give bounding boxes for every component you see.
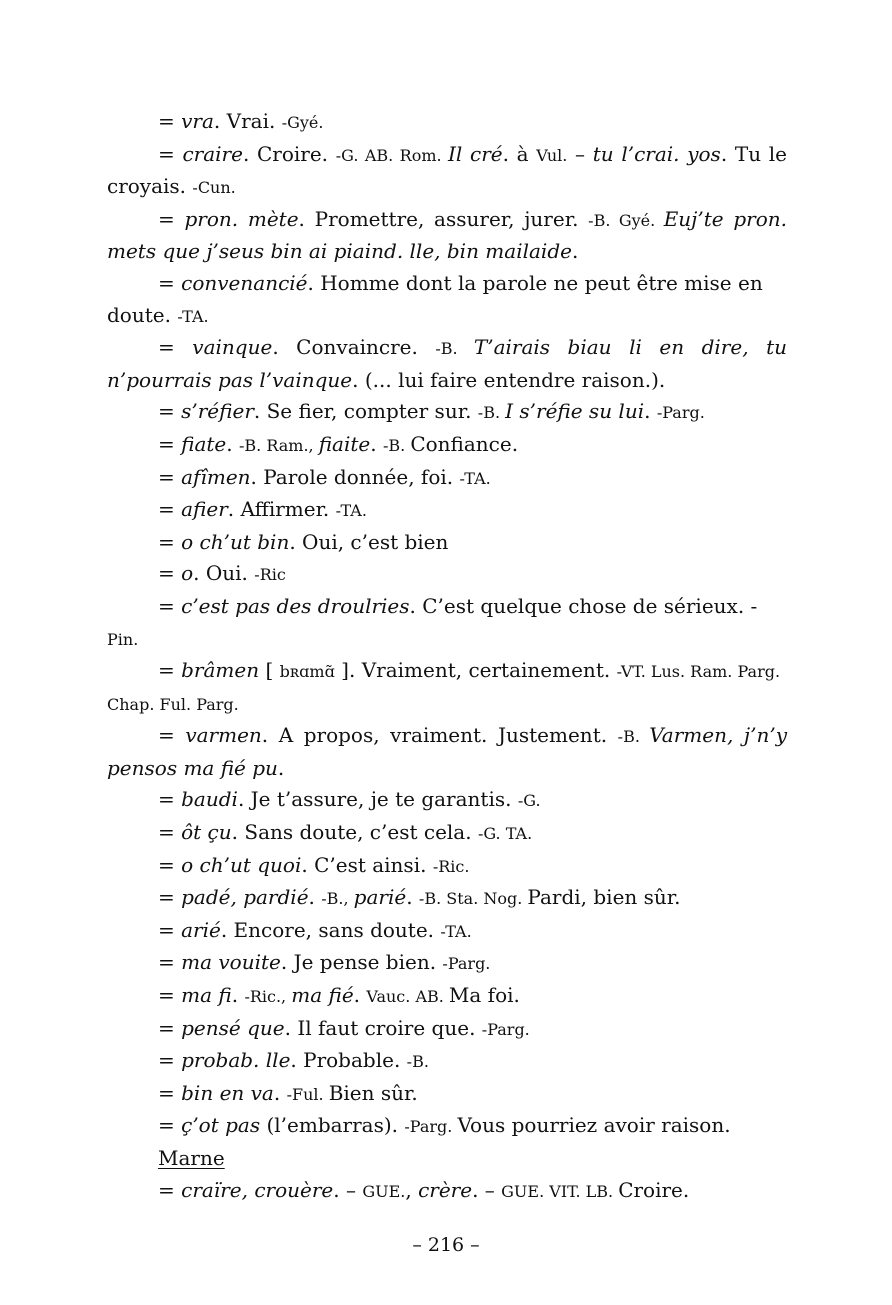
entry-text: . [226,431,239,456]
entry-text: . Se fier, compter sur. [253,399,478,424]
entry-text: . Croire. [242,141,336,166]
entry-text: . A propos, vraiment. Justement. [261,723,618,748]
dictionary-entry [107,1045,787,1078]
entry-text: – [567,141,593,166]
dialect-term: Euj’te pron. mets que j’seus bin ai piaind. lle, bin mailaide [107,206,787,264]
source-abbrev: -VT. Lus. Ram. Parg. Chap. Ful. Parg. [107,662,781,714]
source-abbrev: Pin. [107,629,139,649]
source-abbrev: -G. AB. Rom. [335,145,449,165]
entry-text: = [158,1080,182,1105]
entry-text: . [231,983,245,1008]
entry-text: . à [502,141,537,166]
source-abbrev: -TA. [177,306,209,326]
source-abbrev: -TA. [335,501,367,521]
dialect-term: vra [181,109,214,133]
entry-text: . – [333,1177,363,1202]
source-abbrev: -B. [435,339,474,359]
entry-text: Vous pourriez avoir raison. [457,1113,731,1138]
entry-text: . Homme dont la parole ne peut être mise en doute. [107,270,763,327]
entry-text: Bien sûr. [328,1080,418,1105]
dialect-term: s’réfier [181,399,254,424]
source-abbrev: -Parg. [656,403,705,423]
section-heading: Marne [158,1146,225,1170]
entry-text: . Vrai. [213,109,282,133]
entry-text: = [158,820,182,845]
entry-text: = [158,141,183,166]
dialect-term: ma fié [291,983,354,1008]
dialect-term: ma vouite [181,950,281,975]
dialect-term: craïre, crouère [181,1177,334,1202]
entry-text: = [158,1177,182,1202]
entry-text: . (... lui faire entendre raison.). [352,367,666,392]
dictionary-entry [107,106,787,139]
entry-text: . Encore, sans doute. [220,917,441,942]
source-abbrev: -G. [517,791,541,811]
dialect-term: o ch’ut quoi [181,852,302,877]
dictionary-entry [107,429,787,462]
dialect-term: bin en va [181,1080,274,1105]
entry-text: . Probable. [290,1048,407,1073]
dictionary-entry [107,1110,787,1143]
entry-text: . Je pense bien. [280,950,443,975]
entry-text: . [370,431,383,456]
dictionary-entry [107,850,787,883]
dictionary-entry [107,396,787,429]
entry-text: . [571,239,579,264]
dictionary-entry [107,980,787,1013]
dialect-term: brâmen [181,658,260,683]
source-abbrev: -G. TA. [477,824,533,844]
dialect-term: ôt çu [181,820,232,845]
entry-text: . C’est quelque chose de sérieux. - [409,593,758,618]
entry-text: = [158,593,182,618]
source-abbrev: Vauc. AB. [366,987,449,1007]
dictionary-entry [107,204,787,268]
dialect-term: I s’réfie su lui [505,399,645,424]
entry-text: = [158,109,182,133]
dialect-term: crère [418,1177,473,1202]
entry-text: . Je t’assure, je te garantis. [237,787,518,812]
entry-text: = [158,950,182,975]
source-abbrev: -B. [382,435,411,455]
entry-text: = [158,1015,182,1040]
source-abbrev: -Ric. [432,856,470,876]
entry-text: . Tu le croyais. [107,141,788,199]
dialect-term: afier [181,497,228,522]
entry-text: = [158,787,182,812]
source-abbrev: GUE. [362,1181,406,1201]
dictionary-entry [107,139,787,204]
entry-text: = [158,270,182,295]
dialect-term: craire [182,141,243,166]
page-body [107,106,787,1207]
entry-text: . Promettre, assurer, jurer. [298,206,589,231]
dialect-term: Varmen, j’n’y pensos ma fié pu [107,723,787,780]
entry-text: = [158,723,186,748]
entry-text: = [158,983,182,1008]
dialect-term: vainque [192,335,273,360]
entry-text: = [158,206,185,231]
dialect-term: ç’ot pas [181,1113,261,1138]
dictionary-entry [107,1175,787,1208]
entry-text: . – [472,1177,502,1202]
dialect-term: parié [353,885,407,910]
dialect-term: varmen [185,723,262,748]
dictionary-entry [107,655,787,720]
entry-text: . [273,1080,287,1105]
entry-text: = [158,431,182,456]
page-number: – 216 – [412,1234,480,1257]
entry-text: . [277,755,285,780]
dictionary-entry [107,494,787,527]
dialect-term: pron. mète [184,206,299,231]
dictionary-entry [107,882,787,915]
entry-text: (l’embarras). [260,1113,405,1138]
entry-text: . Parole donnée, foi. [250,464,460,489]
dictionary-entry [107,268,787,332]
dictionary-entry [107,558,787,591]
entry-text: . [644,399,657,424]
dialect-term: Il cré [448,141,503,166]
entry-text: = [158,658,182,683]
entry-text: = [158,497,182,522]
entry-text: . [406,885,419,910]
dialect-term: pensé que [181,1015,285,1040]
dictionary-entry [107,591,787,655]
source-abbrev: -B. Sta. Nog. [418,889,528,909]
dialect-term: c’est pas des droulries [181,593,410,618]
source-abbrev: Vul. [536,145,568,165]
entry-text: . Il faut croire que. [284,1015,482,1040]
entry-text: . Oui, c’est bien [289,529,449,554]
source-abbrev: -Parg. [442,954,491,974]
source-abbrev: -B. [477,403,506,423]
dictionary-entry [107,947,787,980]
source-abbrev: -Parg. [404,1117,458,1137]
entry-text: . Affirmer. [227,497,336,522]
entry-text: = [158,399,182,424]
entry-text: Pardi, bien sûr. [527,885,681,910]
dictionary-entry [107,462,787,495]
source-abbrev: -B. Gyé. [588,210,664,230]
entry-text: Ma foi. [448,983,520,1008]
dictionary-entry [107,1013,787,1046]
dictionary-entry [107,1078,787,1111]
entry-text: = [158,335,193,360]
dialect-term: baudi [181,787,238,812]
dictionary-entry [107,1143,787,1175]
entry-text: . C’est ainsi. [301,852,433,877]
entry-text: = [158,852,182,877]
dialect-term: fiate [181,431,227,456]
entry-text: . Sans doute, c’est cela. [231,820,478,845]
source-abbrev: GUE. VIT. LB. [501,1181,619,1201]
entry-text: = [158,1048,182,1073]
source-abbrev: -Gyé. [281,113,324,132]
entry-text: . Oui. [193,561,255,586]
source-abbrev: -TA. [459,468,491,488]
dialect-term: padé, pardié [181,885,309,910]
entry-text: = [158,561,182,586]
source-abbrev: bʀɑmɑ̃ [279,662,335,682]
entry-text: = [158,917,182,942]
source-abbrev: -B., [321,889,354,909]
entry-text: = [158,529,182,554]
entry-text: Confiance. [410,431,519,456]
dictionary-entry [107,720,787,784]
source-abbrev: -Parg. [481,1019,530,1039]
source-abbrev: -TA. [440,921,472,941]
entry-text: = [158,1113,182,1138]
dictionary-entry [107,527,787,559]
source-abbrev: -Ful. [286,1084,329,1104]
dialect-term: o ch’ut bin [181,529,290,554]
dialect-term: tu l’crai. yos [592,141,721,166]
entry-text: . Convaincre. [272,335,436,360]
dialect-term: T’airais biau li en dire, tu n’pourrais pas l’vainque [107,335,787,392]
dialect-term: probab. lle [181,1048,291,1073]
dialect-term: ma fi [181,983,232,1008]
source-abbrev: -B. [617,727,650,747]
source-abbrev: -B. Ram., [238,435,319,455]
dialect-term: afîmen [181,464,251,489]
dialect-term: convenancié [181,270,308,295]
entry-text: . [353,983,367,1008]
dictionary-entry [107,332,787,396]
entry-text: = [158,885,182,910]
entry-text: , [405,1177,419,1202]
dictionary-entry [107,784,787,817]
dictionary-entry [107,915,787,948]
entry-text: ]. Vraiment, certainement. [334,658,617,683]
dialect-term: fiaite [318,431,371,456]
entry-text: = [158,464,182,489]
dialect-term: arié [181,917,221,942]
entry-text: [ [259,658,280,683]
source-abbrev: -Ric., [244,987,292,1007]
entry-text: . [308,885,322,910]
source-abbrev: -Ric [254,565,286,585]
dictionary-entry [107,817,787,850]
entry-text: Croire. [618,1177,690,1202]
source-abbrev: -Cun. [192,178,236,198]
dialect-term: o [181,561,194,586]
source-abbrev: -B. [406,1052,429,1072]
